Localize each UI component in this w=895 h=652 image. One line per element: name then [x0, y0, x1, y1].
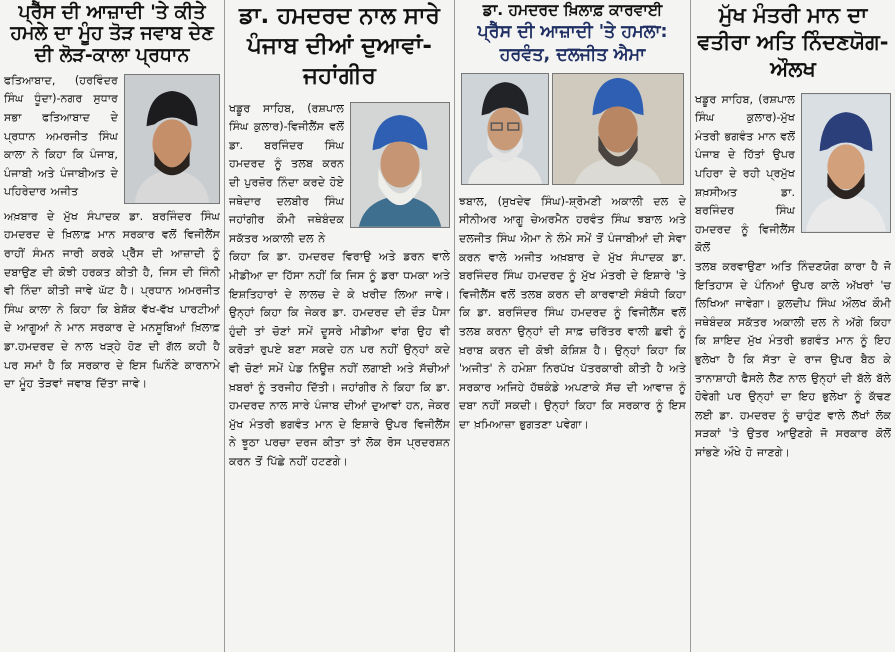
story-1-intro: ਫਤਿਆਬਾਦ, (ਹਰਵਿੰਦਰ ਸਿੰਘ ਧੂੰਦਾ)-ਨਗਰ ਸੁਧਾਰ ਸਭਾ ਫਤਿਆਬਾਦ ਦੇ ਪ੍ਰਧਾਨ ਅਮਰਜੀਤ ਸਿੰਘ ਕਾਲਾ ਨੇ ਕਿਹਾ ਕਿ ਪੰਜਾਬ, ਪੰਜਾਬੀ ਅਤੇ ਪੰਜਾਬੀਅਤ ਦੇ ਪਹਿਰੇਦਾਰ ਅਜੀਤ — [4, 73, 118, 199]
story-column-4 — [690, 0, 895, 652]
story-3-photos — [461, 73, 684, 185]
portrait-black-turban — [125, 75, 219, 203]
story-3-headline: ਪ੍ਰੈੱਸ ਦੀ ਆਜ਼ਾਦੀ 'ਤੇ ਹਮਲਾ: ਹਰਵੰਤ, ਦਲਜੀਤ ਐਮਾ — [477, 22, 668, 66]
story-column-1 — [0, 0, 224, 652]
story-2-body: ਕਿਹਾ ਕਿ ਡਾ. ਹਮਦਰਦ ਵਿਰਾਉ ਅਤੇ ਡਰਨ ਵਾਲੇ ਮੀਡੀਆ ਦਾ ਹਿੱਸਾ ਨਹੀਂ ਕਿ ਜਿਸ ਨੂੰ ਡਰਾ ਧਮਕਾ ਅਤੇ ਇਸ਼ਤਿਹਾਰਾਂ ਦੇ ਲਾਲਚ ਦੇ ਕੇ ਖਰੀਦ ਲਿਆ ਜਾਵੇ। ਉਨ੍ਹਾਂ ਕਿਹਾ ਕਿ ਜੇਕਰ ਡਾ. ਹਮਦਰਦ ਦੀ ਦੌੜ ਪੈਸਾ ਹੁੰਦੀ ਤਾਂ ਚੋਣਾਂ ਸਮੇਂ ਦੂਸਰੇ ਮੀਡੀਆ ਵਾਂਗ ਉਹ ਵੀ ਕਰੋੜਾਂ ਰੁਪਏ ਬਣਾ ਸਕਦੇ ਹਨ ਪਰ ਨਹੀਂ ਉਨ੍ਹਾਂ ਕਦੇ ਵੀ ਚੋਣਾਂ ਸਮੇਂ ਪੇਡ ਨਿਊਜ਼ ਨਹੀਂ ਲਗਾਈ ਅਤੇ ਸੱਚੀਆਂ ਖ਼ਬਰਾਂ ਨੂੰ ਤਰਜੀਹ ਦਿੱਤੀ। ਜਹਾਂਗੀਰ ਨੇ ਕਿਹਾ ਕਿ ਡਾ. ਹਮਦਰਦ ਨਾਲ ਸਾਰੇ ਪੰਜਾਬ ਦੀਆਂ ਦੁਆਵਾਂ ਹਨ, ਜੇਕਰ ਮੁੱਖ ਮੰਤਰੀ ਭਗਵੰਤ ਮਾਨ ਦੇ ਇਸ਼ਾਰੇ ਉਪਰ ਵਿਜੀਲੈਂਸ ਨੇ ਝੂਠਾ ਪਰਚਾ ਦਰਜ ਕੀਤਾ ਤਾਂ ਲੋਕ ਰੋਸ ਪ੍ਰਦਰਸ਼ਨ ਕਰਨ ਤੋਂ ਪਿੱਛੇ ਨਹੀਂ ਹਟਣਗੇ। — [229, 250, 450, 468]
portrait-dark-turban-glasses — [462, 74, 548, 184]
story-3-kicker: ਡਾ. ਹਮਦਰਦ ਖ਼ਿਲਾਫ਼ ਕਾਰਵਾਈ — [482, 1, 663, 19]
story-1-body: ਅਖ਼ਬਾਰ ਦੇ ਮੁੱਖ ਸੰਪਾਦਕ ਡਾ. ਬਰਜਿੰਦਰ ਸਿੰਘ ਹਮਦਰਦ ਦੇ ਖ਼ਿਲਾਫ਼ ਮਾਨ ਸਰਕਾਰ ਵਲੋਂ ਵਿਜੀਲੈਂਸ ਰਾਹੀਂ ਸੰਮਨ ਜਾਰੀ ਕਰਕੇ ਪ੍ਰੈੱਸ ਦੀ ਆਜ਼ਾਦੀ ਨੂੰ ਦਬਾਉਣ ਦੀ ਕੋਝੀ ਹਰਕਤ ਕੀਤੀ ਹੈ, ਜਿਸ ਦੀ ਜਿੰਨੀ ਵੀ ਨਿੰਦਾ ਕੀਤੀ ਜਾਵੇ ਘੱਟ ਹੈ। ਪ੍ਰਧਾਨ ਅਮਰਜੀਤ ਸਿੰਘ ਕਾਲਾ ਨੇ ਕਿਹਾ ਕਿ ਬੇਸ਼ੱਕ ਵੱਖ-ਵੱਖ ਪਾਰਟੀਆਂ ਦੇ ਆਗੂਆਂ ਨੇ ਮਾਨ ਸਰਕਾਰ ਦੇ ਮਨਸੂਬਿਆਂ ਖ਼ਿਲਾਫ਼ ਡਾ.ਹਮਦਰਦ ਦੇ ਨਾਲ ਖੜ੍ਹੇ ਹੋਣ ਦੀ ਗੱਲ ਕਹੀ ਹੈ ਪਰ ਸਮਾਂ ਹੈ ਕਿ ਸਰਕਾਰ ਦੇ ਇਸ ਘਿਨੌਣੇ ਕਾਰਨਾਮੇ ਦਾ ਮੂੰਹ ਤੋੜਵਾਂ ਜਵਾਬ ਦਿੱਤਾ ਜਾਵੇ। — [4, 209, 220, 391]
story-1-headline: ਪ੍ਰੈੱਸ ਦੀ ਆਜ਼ਾਦੀ 'ਤੇ ਕੀਤੇ ਹਮਲੇ ਦਾ ਮੂੰਹ ਤੋੜ ਜਵਾਬ ਦੇਣ ਦੀ ਲੋੜ-ਕਾਲਾ ਪ੍ਰਧਾਨ — [10, 1, 214, 66]
story-column-3 — [454, 0, 690, 652]
portrait-navy-turban — [802, 94, 890, 232]
story-3-body: ਝਬਾਲ, (ਸੁਖਦੇਵ ਸਿੰਘ)-ਸ਼੍ਰੋਮਣੀ ਅਕਾਲੀ ਦਲ ਦੇ ਸੀਨੀਅਰ ਆਗੂ ਚੇਅਰਮੈਨ ਹਰਵੰਤ ਸਿੰਘ ਝਬਾਲ ਅਤੇ ਦਲਜੀਤ ਸਿੰਘ ਐਮਾ ਨੇ ਲੰਮੇ ਸਮੇਂ ਤੋਂ ਪੰਜਾਬੀਆਂ ਦੀ ਸੇਵਾ ਕਰਨ ਵਾਲੇ ਅਜੀਤ ਅਖ਼ਬਾਰ ਦੇ ਮੁੱਖ ਸੰਪਾਦਕ ਡਾ. ਬਰਜਿੰਦਰ ਸਿੰਘ ਹਮਦਰਦ ਨੂੰ ਮੁੱਖ ਮੰਤਰੀ ਦੇ ਇਸ਼ਾਰੇ 'ਤੇ ਵਿਜੀਲੈਂਸ ਵਲੋਂ ਤਲਬ ਕਰਨ ਦੀ ਕਾਰਵਾਈ ਸੰਬੰਧੀ ਕਿਹਾ ਕਿ ਡਾ. ਬਰਜਿੰਦਰ ਸਿੰਘ ਹਮਦਰਦ ਨੂੰ ਵਿਜੀਲੈਂਸ ਵਲੋਂ ਤਲਬ ਕਰਨਾ ਉਨ੍ਹਾਂ ਦੀ ਸਾਫ਼ ਚਰਿੱਤਰ ਵਾਲੀ ਛਵੀ ਨੂੰ ਖ਼ਰਾਬ ਕਰਨ ਦੀ ਕੋਝੀ ਕੋਸ਼ਿਸ਼ ਹੈ। ਉਨ੍ਹਾਂ ਕਿਹਾ ਕਿ 'ਅਜੀਤ' ਨੇ ਹਮੇਸ਼ਾ ਨਿਰਪੱਖ ਪੱਤਰਕਾਰੀ ਕੀਤੀ ਹੈ ਅਤੇ ਸਰਕਾਰ ਅਜਿਹੇ ਹੱਥਕੰਡੇ ਅਪਣਾਕੇ ਸੱਚ ਦੀ ਆਵਾਜ਼ ਨੂੰ ਦਬਾ ਨਹੀਂ ਸਕਦੀ। ਉਨ੍ਹਾਂ ਕਿਹਾ ਕਿ ਸਰਕਾਰ ਨੂੰ ਇਸ ਦਾ ਖ਼ਮਿਆਜ਼ਾ ਭੁਗਤਣਾ ਪਵੇਗਾ। — [459, 194, 686, 431]
story-4-body: ਤਲਬ ਕਰਵਾਉਣਾ ਅਤਿ ਨਿੰਦਣਯੋਗ ਕਾਰਾ ਹੈ ਜੋ ਇਤਿਹਾਸ ਦੇ ਪੰਨਿਆਂ ਉਪਰ ਕਾਲੇ ਅੱਖਰਾਂ 'ਚ ਲਿਖਿਆ ਜਾਵੇਗਾ। ਕੁਲਦੀਪ ਸਿੰਘ ਔਲਖ ਕੌਮੀ ਜਥੇਬੰਦਕ ਸਕੱਤਰ ਅਕਾਲੀ ਦਲ ਨੇ ਅੱਗੇ ਕਿਹਾ ਕਿ ਸ਼ਾਇਦ ਮੁੱਖ ਮੰਤਰੀ ਭਗਵੰਤ ਮਾਨ ਨੂੰ ਇਹ ਭੁਲੇਖਾ ਹੈ ਕਿ ਸੱਤਾ ਦੇ ਰਾਜ ਉਪਰ ਬੈਠ ਕੇ ਤਾਨਾਸ਼ਾਹੀ ਫੈਸਲੇ ਲੈਣ ਨਾਲ ਉਨ੍ਹਾਂ ਦੀ ਬੱਲੇ ਬੱਲੇ ਹੋਵੇਗੀ ਪਰ ਉਨ੍ਹਾਂ ਦਾ ਇਹ ਭੁਲੇਖਾ ਨੂੰ ਕੱਢਣ ਲਈ ਡਾ. ਹਮਦਰਦ ਨੂੰ ਚਾਹੁੰਣ ਵਾਲੇ ਲੱਖਾਂ ਲੋਕ ਸੜਕਾਂ 'ਤੇ ਉਤਰ ਆਉਣਗੇ ਜੋ ਸਰਕਾਰ ਕੋਲੋਂ ਸਾਂਭਣੇ ਔਖੇ ਹੋ ਜਾਣਗੇ। — [695, 259, 891, 459]
portrait-blue-turban-2 — [553, 74, 683, 184]
story-3-photo-left — [461, 73, 549, 185]
story-2-photo — [350, 102, 450, 228]
story-column-2 — [224, 0, 454, 652]
portrait-blue-turban — [351, 103, 449, 227]
story-4-photo — [801, 93, 891, 233]
story-1-photo — [124, 74, 220, 204]
story-3-photo-right — [552, 73, 684, 185]
story-2-intro: ਖਡੂਰ ਸਾਹਿਬ, (ਰਸ਼ਪਾਲ ਸਿੰਘ ਕੁਲਾਰ)-ਵਿਜੀਲੈਂਸ ਵਲੋਂ ਡਾ. ਬਰਜਿੰਦਰ ਸਿੰਘ ਹਮਦਰਦ ਨੂੰ ਤਲਬ ਕਰਨ ਦੀ ਪੁਰਜ਼ੋਰ ਨਿੰਦਾ ਕਰਦੇ ਹੋਏ ਜਥੇਦਾਰ ਦਲਬੀਰ ਸਿੰਘ ਜਹਾਂਗੀਰ ਕੌਮੀ ਜਥੇਬੰਦਕ ਸਕੱਤਰ ਅਕਾਲੀ ਦਲ ਨੇ — [229, 101, 344, 245]
story-4-headline: ਮੁੱਖ ਮੰਤਰੀ ਮਾਨ ਦਾ ਵਤੀਰਾ ਅਤਿ ਨਿੰਦਣਯੋਗ-ਔਲਖ — [697, 3, 889, 81]
story-4-intro: ਖਡੂਰ ਸਾਹਿਬ, (ਰਸ਼ਪਾਲ ਸਿੰਘ ਕੁਲਾਰ)-ਮੁੱਖ ਮੰਤਰੀ ਭਗਵੰਤ ਮਾਨ ਵਲੋਂ ਪੰਜਾਬ ਦੇ ਹਿੱਤਾਂ ਉਪਰ ਪਹਿਰਾ ਦੇ ਰਹੀ ਪ੍ਰਮੁੱਖ ਸ਼ਖ਼ਸੀਅਤ ਡਾ. ਬਰਜਿੰਦਰ ਸਿੰਘ ਹਮਦਰਦ ਨੂੰ ਵਿਜੀਲੈਂਸ ਕੋਲੋਂ — [695, 92, 795, 255]
story-2-headline: ਡਾ. ਹਮਦਰਦ ਨਾਲ ਸਾਰੇ ਪੰਜਾਬ ਦੀਆਂ ਦੁਆਵਾਂ-ਜਹਾਂਗੀਰ — [239, 3, 440, 89]
